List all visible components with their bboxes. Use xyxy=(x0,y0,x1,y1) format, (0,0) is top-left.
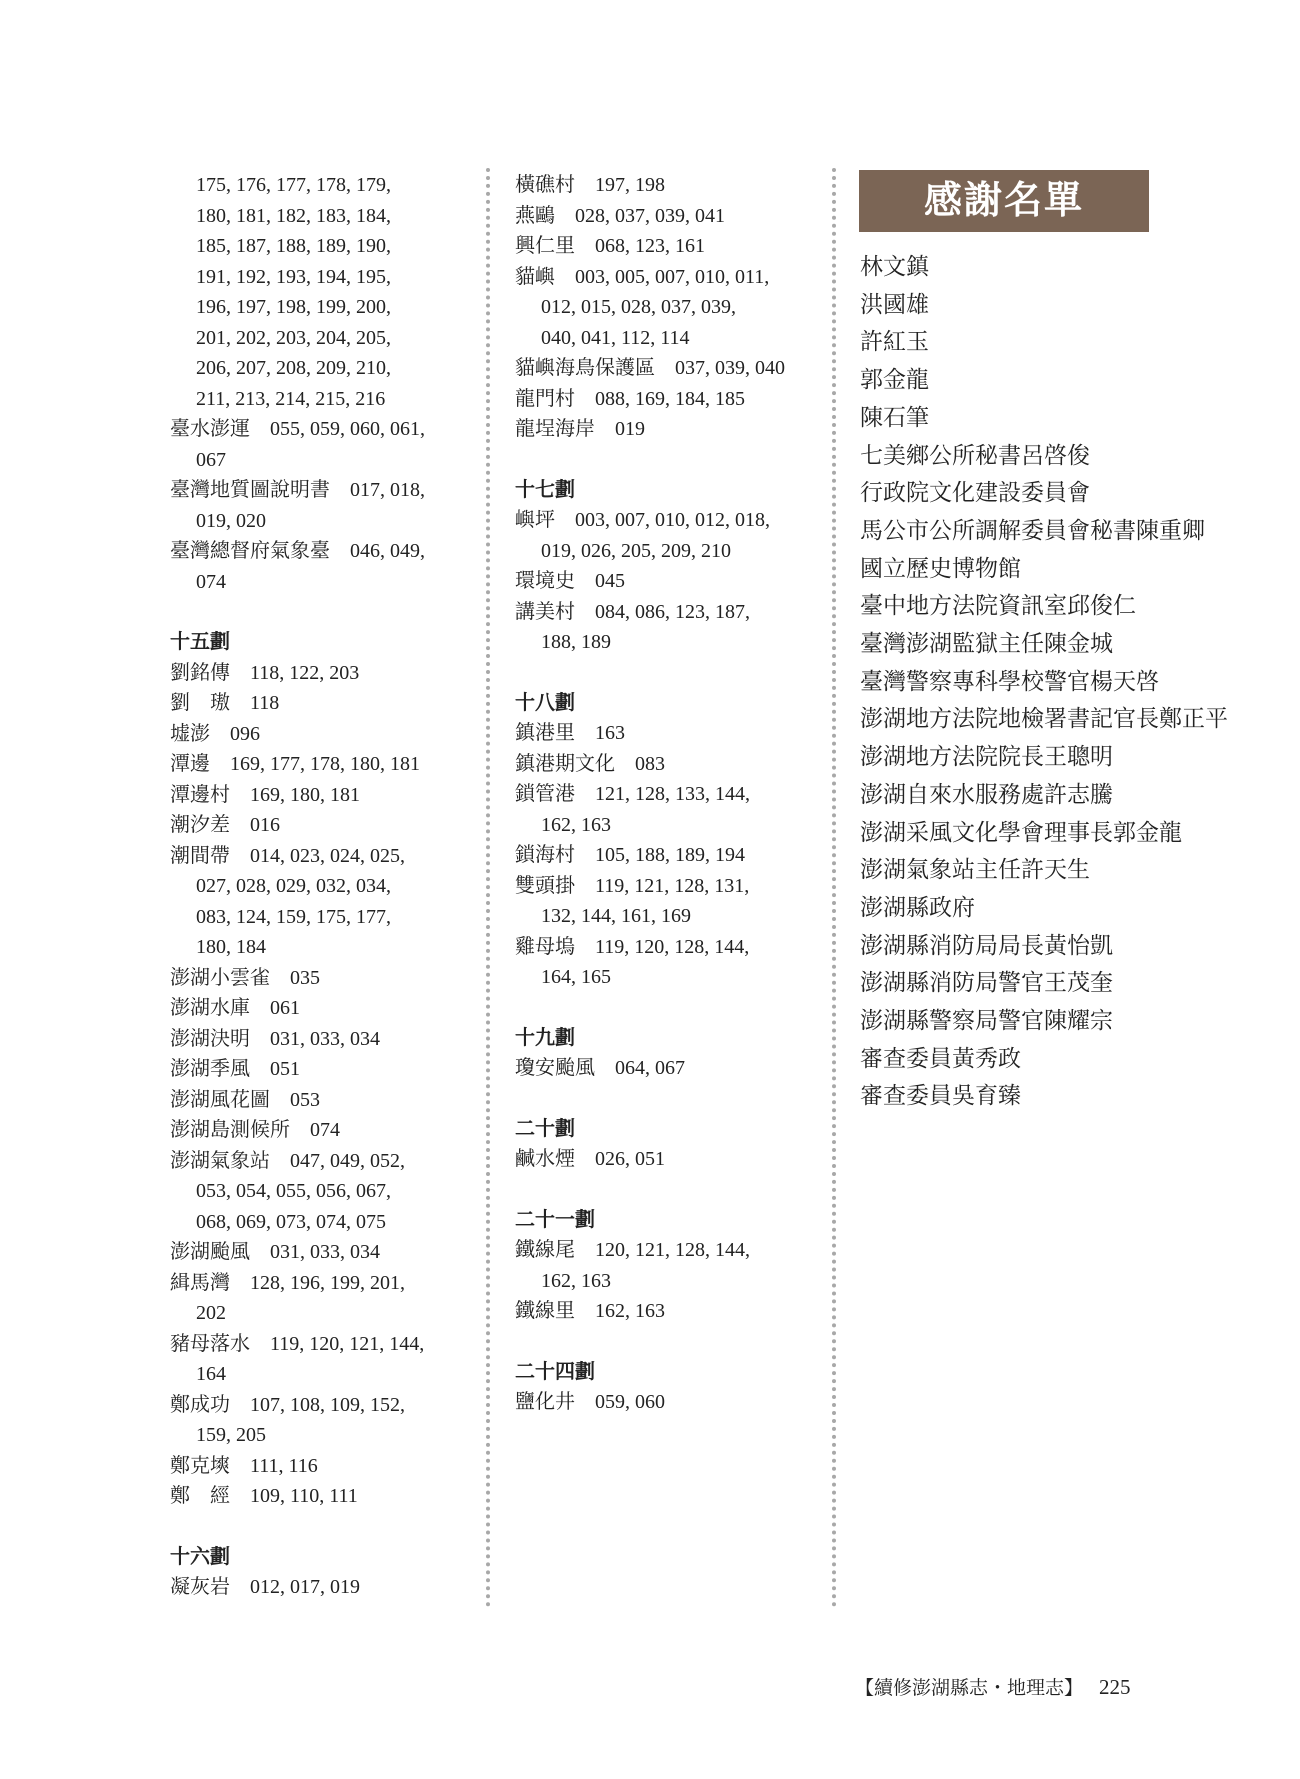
index-entry-line: 臺灣地質圖說明書 017, 018, xyxy=(170,479,425,501)
thanks-name: 臺中地方法院資訊室邱俊仁 xyxy=(860,593,1136,619)
thanks-name: 澎湖自來水服務處許志騰 xyxy=(860,781,1113,807)
index-entry-line: 凝灰岩 012, 017, 019 xyxy=(170,1576,360,1598)
index-entry xyxy=(170,1390,470,1451)
index-entry-line: 175, 176, 177, 178, 179, xyxy=(196,174,391,196)
index-entry xyxy=(170,810,470,841)
index-entry xyxy=(170,993,470,1024)
thanks-list xyxy=(860,248,1260,1115)
index-entry xyxy=(515,1053,815,1084)
index-entry-line: 澎湖小雲雀 035 xyxy=(170,966,320,989)
thanks-name: 國立歷史博物館 xyxy=(860,555,1021,581)
index-entry xyxy=(515,749,815,780)
index-entry xyxy=(515,384,815,415)
index-entry xyxy=(515,231,815,262)
thanks-name: 洪國雄 xyxy=(860,291,929,317)
index-entry xyxy=(170,1115,470,1146)
index-entry-line: 201, 202, 203, 204, 205, xyxy=(196,326,391,349)
index-entry-line: 188, 189 xyxy=(541,631,611,653)
index-entry-line: 貓嶼 003, 005, 007, 010, 011, xyxy=(515,265,770,288)
index-entry-line: 206, 207, 208, 209, 210, xyxy=(196,357,391,379)
index-entry xyxy=(515,1387,815,1418)
index-entry xyxy=(515,353,815,384)
index-entry-line: 鎮港期文化 083 xyxy=(515,752,665,775)
index-entry-line: 興仁里 068, 123, 161 xyxy=(515,235,705,257)
index-entry xyxy=(515,566,815,597)
index-entry xyxy=(170,963,470,994)
index-entry-line: 040, 041, 112, 114 xyxy=(541,326,690,349)
index-entry-line: 嶼坪 003, 007, 010, 012, 018, xyxy=(515,509,770,531)
index-entry xyxy=(170,841,470,963)
index-entry xyxy=(515,414,815,445)
index-entry-line: 019, 026, 205, 209, 210 xyxy=(541,539,731,562)
index-entry xyxy=(170,688,470,719)
page-footer xyxy=(855,1673,1155,1700)
index-entry-line: 鹹水煙 026, 051 xyxy=(515,1148,665,1170)
thanks-name: 澎湖縣警察局警官陳耀宗 xyxy=(860,1008,1113,1034)
index-entry-line: 211, 213, 214, 215, 216 xyxy=(196,387,386,410)
index-entry-line: 鐵線里 162, 163 xyxy=(515,1300,665,1322)
index-entry xyxy=(170,780,470,811)
column-divider-2 xyxy=(832,168,836,1608)
book-title: 【續修澎湖縣志・地理志】 xyxy=(855,1678,1084,1699)
index-entry-line: 講美村 084, 086, 123, 187, xyxy=(515,600,750,623)
thanks-name: 澎湖采風文化學會理事長郭金龍 xyxy=(860,819,1182,845)
index-entry xyxy=(170,414,470,475)
stroke-heading: 十六劃 xyxy=(170,1545,230,1568)
thanks-name: 澎湖縣消防局警官王茂奎 xyxy=(860,970,1113,996)
index-entry xyxy=(170,170,470,414)
index-entry-line: 豬母落水 119, 120, 121, 144, xyxy=(170,1332,425,1355)
thanks-name: 許紅玉 xyxy=(860,329,929,355)
thanks-name: 澎湖氣象站主任許天生 xyxy=(860,857,1090,883)
index-entry-line: 132, 144, 161, 169 xyxy=(541,905,691,927)
thanks-name: 郭金龍 xyxy=(860,367,929,393)
thanks-name: 馬公市公所調解委員會秘書陳重卿 xyxy=(860,517,1205,543)
index-entry-line: 鐵線尾 120, 121, 128, 144, xyxy=(515,1239,750,1261)
index-entry-line: 068, 069, 073, 074, 075 xyxy=(196,1210,386,1233)
thanks-name: 澎湖地方法院院長王聰明 xyxy=(860,744,1113,770)
index-entry-line: 012, 015, 028, 037, 039, xyxy=(541,296,736,318)
thanks-name: 林文鎮 xyxy=(860,254,929,279)
index-entry-line: 澎湖島測候所 074 xyxy=(170,1119,340,1141)
index-entry xyxy=(170,1054,470,1085)
index-entry xyxy=(515,871,815,932)
thanks-name: 七美鄉公所秘書呂啓俊 xyxy=(860,442,1090,468)
index-entry-line: 鄭成功 107, 108, 109, 152, xyxy=(170,1393,405,1416)
stroke-heading: 十五劃 xyxy=(170,631,230,653)
index-entry-line: 191, 192, 193, 194, 195, xyxy=(196,265,391,288)
index-entry xyxy=(170,658,470,689)
index-entry xyxy=(515,840,815,871)
stroke-heading: 十七劃 xyxy=(515,478,575,501)
index-entry-line: 196, 197, 198, 199, 200, xyxy=(196,296,391,318)
index-entry xyxy=(515,505,815,566)
index-entry-line: 臺灣總督府氣象臺 046, 049, xyxy=(170,540,425,562)
index-entry-line: 貓嶼海鳥保護區 037, 039, 040 xyxy=(515,357,785,379)
index-entry xyxy=(170,1329,470,1390)
index-entry xyxy=(170,1146,470,1238)
index-entry-line: 墟澎 096 xyxy=(170,722,260,745)
index-entry xyxy=(170,749,470,780)
index-entry xyxy=(170,1451,470,1482)
index-entry-line: 澎湖風花圖 053 xyxy=(170,1088,320,1111)
stroke-heading: 二十劃 xyxy=(515,1117,575,1140)
index-entry-line: 環境史 045 xyxy=(515,570,625,592)
index-entry-line: 澎湖氣象站 047, 049, 052, xyxy=(170,1149,405,1172)
index-entry-line: 鎮港里 163 xyxy=(515,722,625,744)
thanks-name: 審查委員吳育臻 xyxy=(860,1083,1021,1109)
thanks-title: 感謝名單 xyxy=(859,170,1149,232)
index-entry-line: 潮間帶 014, 023, 024, 025, xyxy=(170,844,405,867)
thanks-name: 行政院文化建設委員會 xyxy=(860,480,1090,506)
index-entry xyxy=(170,1237,470,1268)
index-entry-line: 027, 028, 029, 032, 034, xyxy=(196,875,391,897)
index-entry xyxy=(170,536,470,597)
thanks-name: 審查委員黃秀政 xyxy=(860,1045,1021,1071)
index-entry xyxy=(515,1235,815,1296)
index-entry-line: 龍埕海岸 019 xyxy=(515,418,645,440)
thanks-name: 臺灣澎湖監獄主任陳金城 xyxy=(860,631,1113,657)
index-entry xyxy=(515,597,815,658)
stroke-heading: 十九劃 xyxy=(515,1026,575,1049)
index-entry-line: 龍門村 088, 169, 184, 185 xyxy=(515,387,745,410)
index-entry xyxy=(515,779,815,840)
index-entry-line: 鎖管港 121, 128, 133, 144, xyxy=(515,783,750,805)
index-entry xyxy=(170,1481,470,1512)
index-entry-line: 鹽化井 059, 060 xyxy=(515,1391,665,1413)
thanks-name: 澎湖縣政府 xyxy=(860,894,975,920)
index-entry-line: 潭邊村 169, 180, 181 xyxy=(170,783,360,806)
index-entry xyxy=(515,201,815,232)
index-entry xyxy=(515,1144,815,1175)
index-entry-line: 雞母塢 119, 120, 128, 144, xyxy=(515,935,750,958)
index-entry-line: 164, 165 xyxy=(541,966,611,988)
page-number: 225 xyxy=(1099,1675,1131,1699)
index-column-1 xyxy=(170,170,470,1603)
index-entry xyxy=(170,475,470,536)
index-entry-line: 燕鷗 028, 037, 039, 041 xyxy=(515,204,725,227)
index-entry-line: 185, 187, 188, 189, 190, xyxy=(196,235,391,257)
index-entry xyxy=(515,262,815,354)
index-entry-line: 澎湖決明 031, 033, 034 xyxy=(170,1027,380,1050)
index-entry xyxy=(515,932,815,993)
index-entry-line: 澎湖水庫 061 xyxy=(170,997,300,1019)
index-entry-line: 180, 184 xyxy=(196,936,266,958)
thanks-section xyxy=(860,170,1260,1115)
index-entry xyxy=(515,1296,815,1327)
index-entry xyxy=(515,718,815,749)
index-entry-line: 053, 054, 055, 056, 067, xyxy=(196,1180,391,1202)
index-entry-line: 澎湖季風 051 xyxy=(170,1058,300,1080)
index-entry xyxy=(170,1085,470,1116)
index-entry-line: 鄭 經 109, 110, 111 xyxy=(170,1485,358,1507)
index-entry-line: 164 xyxy=(196,1363,226,1385)
index-entry-line: 162, 163 xyxy=(541,1269,611,1292)
index-entry-line: 019, 020 xyxy=(196,509,266,532)
index-entry-line: 澎湖颱風 031, 033, 034 xyxy=(170,1241,380,1263)
index-entry-line: 橫礁村 197, 198 xyxy=(515,174,665,196)
index-entry xyxy=(515,170,815,201)
index-entry-line: 瓊安颱風 064, 067 xyxy=(515,1057,685,1079)
index-entry xyxy=(170,719,470,750)
index-entry-line: 臺水澎運 055, 059, 060, 061, xyxy=(170,418,425,440)
index-entry-line: 067 xyxy=(196,448,226,471)
index-column-2 xyxy=(515,170,815,1418)
index-entry-line: 潮汐差 016 xyxy=(170,814,280,836)
thanks-name: 澎湖縣消防局局長黃怡凱 xyxy=(860,932,1113,958)
index-entry-line: 劉銘傳 118, 122, 203 xyxy=(170,661,360,684)
index-entry-line: 162, 163 xyxy=(541,813,611,836)
stroke-heading: 二十一劃 xyxy=(515,1208,595,1231)
index-entry xyxy=(170,1268,470,1329)
thanks-name: 陳石筆 xyxy=(860,404,929,430)
index-entry-line: 202 xyxy=(196,1302,226,1324)
index-entry xyxy=(170,1024,470,1055)
stroke-heading: 十八劃 xyxy=(515,691,575,714)
thanks-name: 臺灣警察專科學校警官楊天啓 xyxy=(860,668,1159,694)
index-entry-line: 180, 181, 182, 183, 184, xyxy=(196,204,391,227)
index-entry-line: 083, 124, 159, 175, 177, xyxy=(196,905,391,928)
index-entry-line: 074 xyxy=(196,570,226,593)
index-entry-line: 雙頭掛 119, 121, 128, 131, xyxy=(515,874,750,897)
index-entry-line: 鎖海村 105, 188, 189, 194 xyxy=(515,844,745,866)
index-entry xyxy=(170,1572,470,1603)
index-entry-line: 劉 璈 118 xyxy=(170,692,280,714)
column-divider-1 xyxy=(486,168,490,1608)
index-entry-line: 緝馬灣 128, 196, 199, 201, xyxy=(170,1271,405,1294)
index-entry-line: 潭邊 169, 177, 178, 180, 181 xyxy=(170,753,420,775)
thanks-name: 澎湖地方法院地檢署書記官長鄭正平 xyxy=(860,706,1228,732)
index-entry-line: 159, 205 xyxy=(196,1424,266,1446)
index-entry-line: 鄭克塽 111, 116 xyxy=(170,1454,318,1477)
stroke-heading: 二十四劃 xyxy=(515,1360,595,1383)
